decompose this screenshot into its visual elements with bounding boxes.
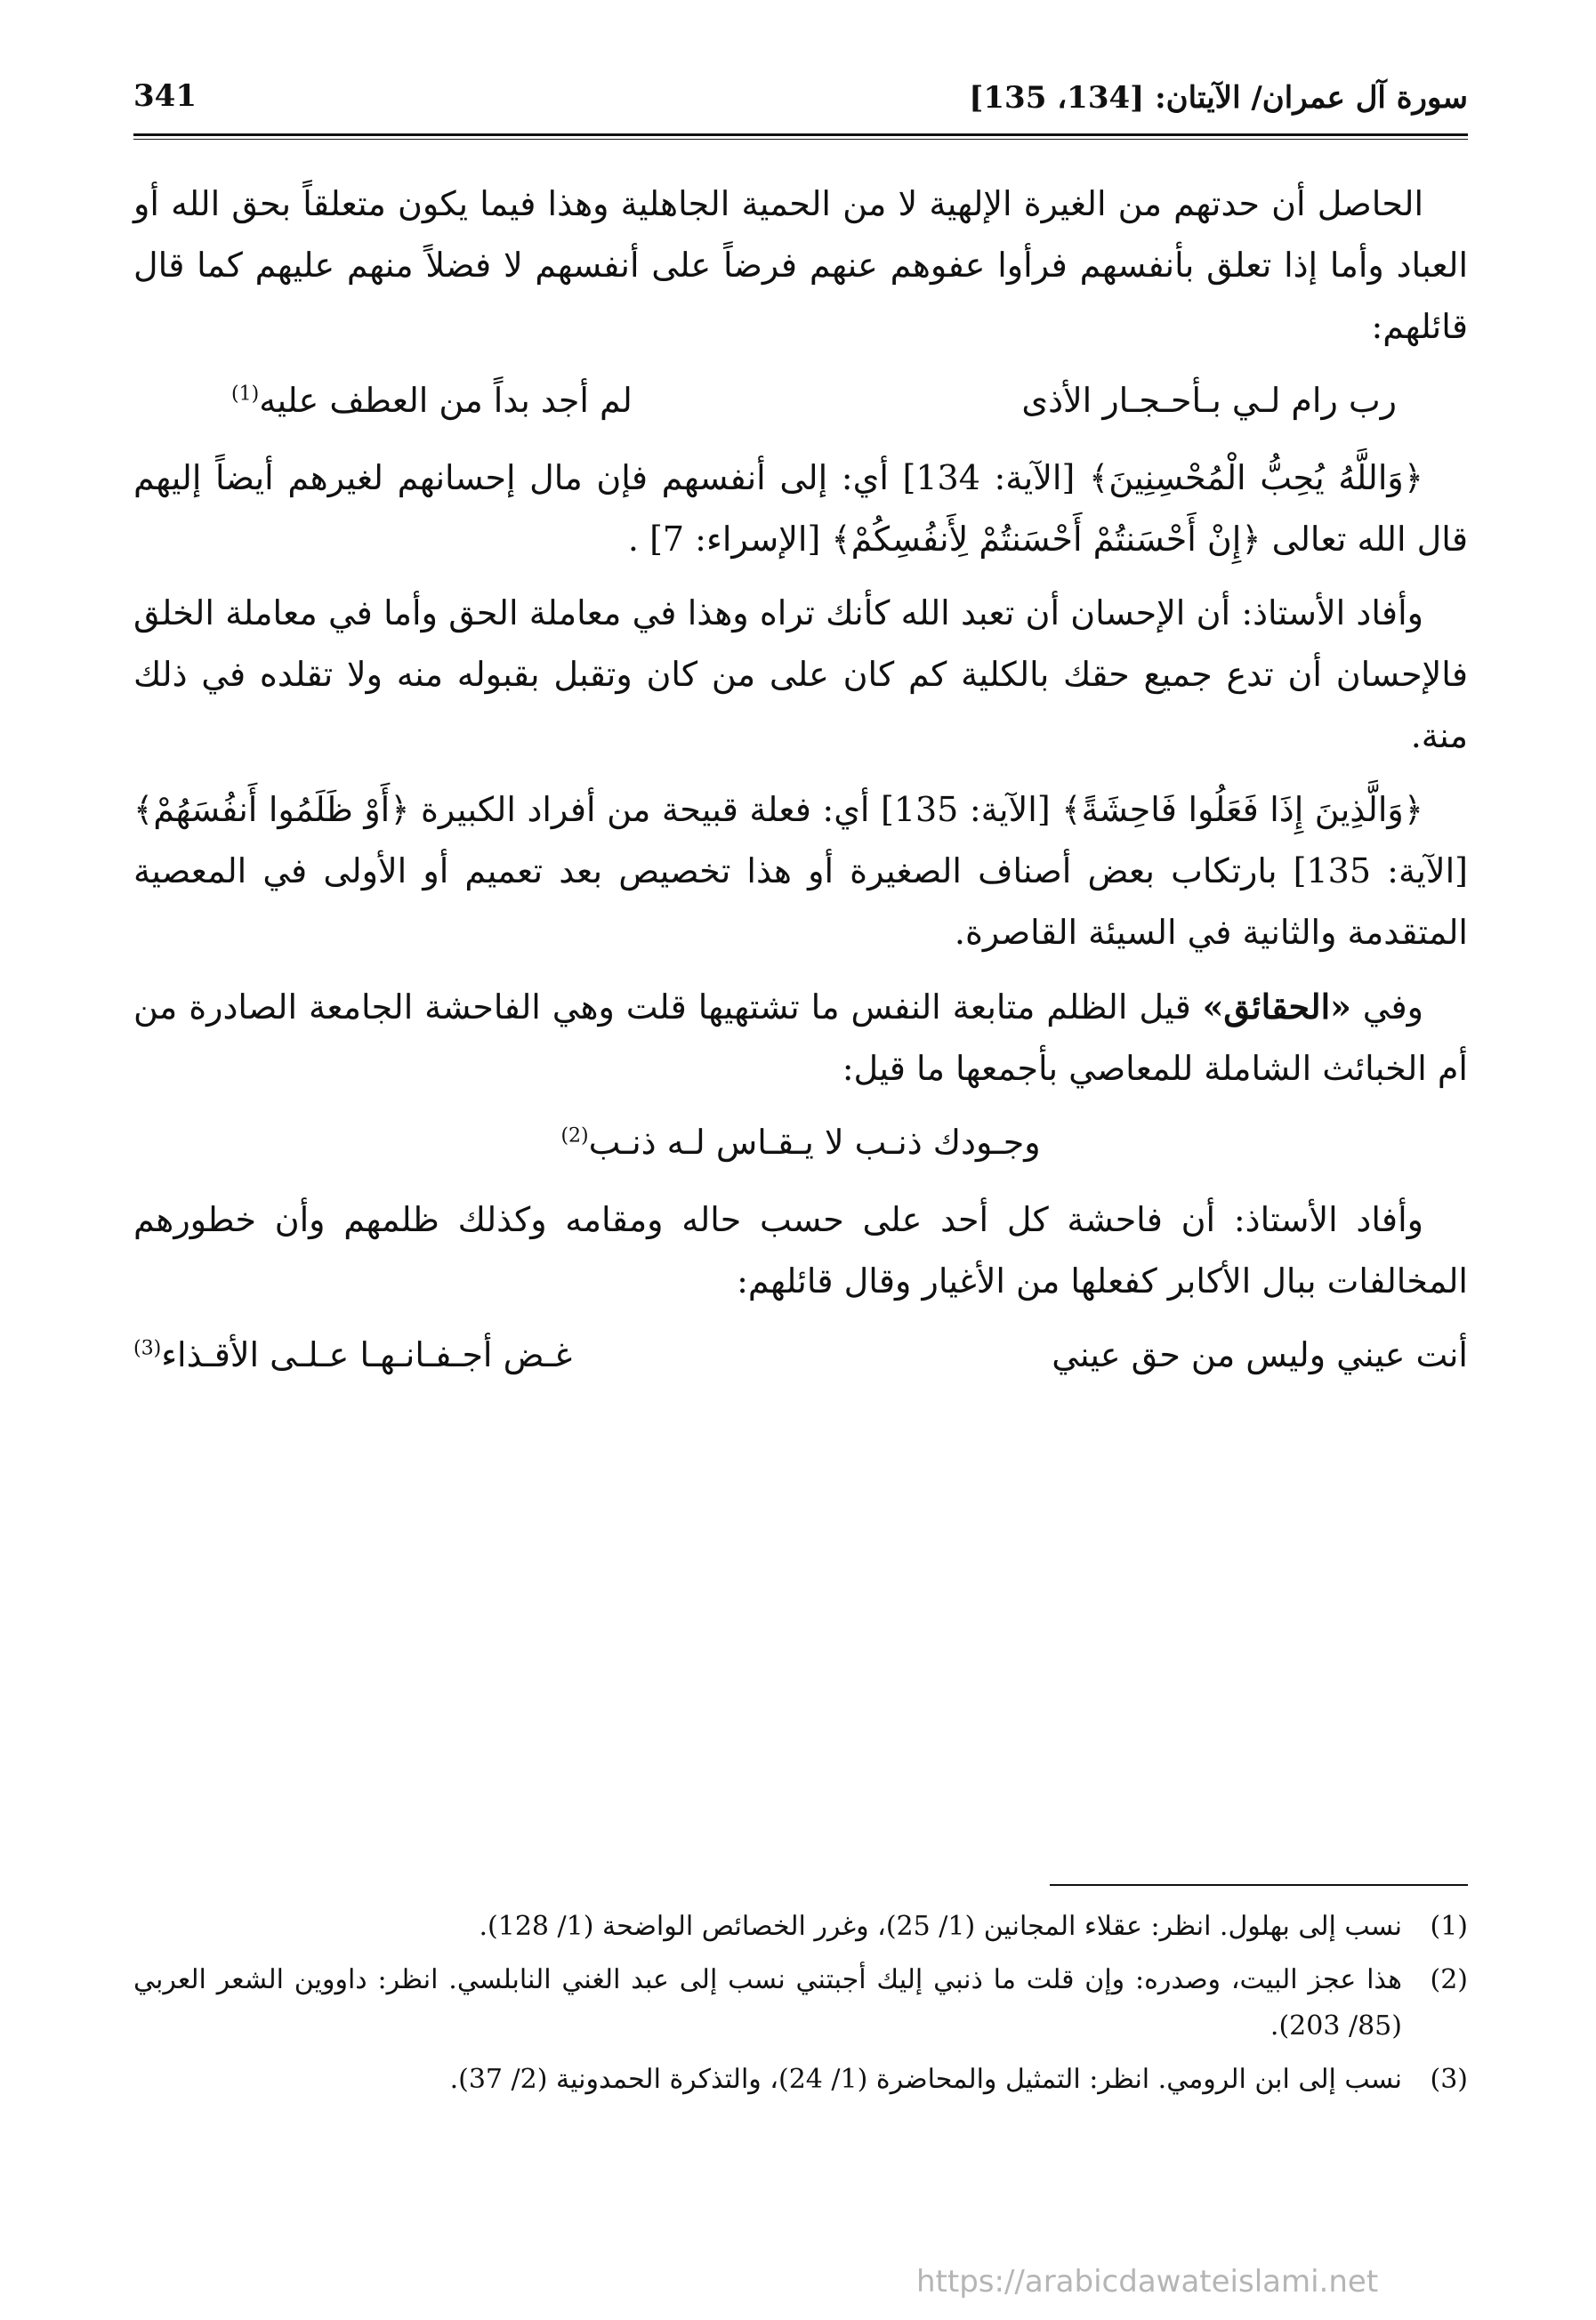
quran-quote-3: ﴿وَالَّذِينَ إِذَا فَعَلُوا فَاحِشَةً﴾ [1061,790,1423,829]
verse-3-first-hemistich: أنت عيني وليس من حق عيني [1052,1335,1468,1374]
running-title: سورة آل عمران/ الآيتان: [134، 135] [969,80,1468,116]
footnote-ref-1[interactable]: (1) [231,383,260,406]
footnote-number: (2) [1430,1964,1468,1995]
poetry-verse-3 [133,1325,1468,1386]
page-header [133,71,1468,142]
quran-quote-4: ﴿أَوْ ظَلَمُوا أَنفُسَهُمْ﴾ [133,790,410,829]
poetry-verse-1 [133,370,1468,431]
footnote-3 [133,2057,1468,2103]
poetry-verse-2 [133,1112,1468,1173]
footnote-number: (1) [1430,1911,1468,1942]
paragraph-6: وأفاد الأستاذ: أن فاحشة كل أحد على حسب حاله ومقامه وكذلك ظلمهم وأن خطورهم المخالفات ببال الأكابر كفعلها من الأغيار وقال قائلهم: [133,1200,1468,1301]
footnote-text: نسب إلى بهلول. انظر: عقلاء المجانين (1/ 25)، وغرر الخصائص الواضحة (1/ 128). [479,1911,1402,1942]
footnote-2 [133,1957,1468,2050]
book-title-haqaiq: «الحقائق» [1202,987,1351,1027]
main-text [133,173,1468,1402]
paragraph-5: وفي «الحقائق» قيل الظلم متابعة النفس ما تشتهيها قلت وهي الفاحشة الجامعة الصادرة من أم الخبائث الشاملة للمعاصي بأجمعها ما قيل: [133,987,1468,1088]
paragraph-2: ﴿وَاللَّهُ يُحِبُّ الْمُحْسِنِينَ﴾ [الآية: 134] أي: إلى أنفسهم فإن مال إحسانهم لغيرهم أيضاً إليهم قال الله تعالى ﴿إِنْ أَحْسَنتُمْ أَحْسَنتُمْ لِأَنفُسِكُمْ﴾ [الإسراء: 7] . [133,458,1468,559]
footnote-1 [133,1904,1468,1950]
footnote-ref-2[interactable]: (2) [560,1124,589,1148]
paragraph-3: وأفاد الأستاذ: أن الإحسان أن تعبد الله كأنك تراه وهذا في معاملة الحق وأما في معاملة الخلق فالإحسان أن تدع جميع حقك بالكلية كم كان على من كان وتقبل بقبوله منه ولا تقلده في ذلك منة. [133,593,1468,755]
page-number: 341 [133,78,197,114]
footnote-ref-3[interactable]: (3) [133,1337,162,1360]
quran-quote-1: ﴿وَاللَّهُ يُحِبُّ الْمُحْسِنِينَ﴾ [1088,458,1424,497]
footnote-text: نسب إلى ابن الرومي. انظر: التمثيل والمحاضرة (1/ 24)، والتذكرة الحمدونية (2/ 37). [449,2064,1402,2095]
footnotes [133,1904,1468,2110]
paragraph-1: الحاصل أن حدتهم من الغيرة الإلهية لا من الحمية الجاهلية وهذا فيما يكون متعلقاً بحق الله أو العباد وأما إذا تعلق بأنفسهم فرأوا عفوهم عنهم فرضاً على أنفسهم لا فضلاً منهم عليهم كما قال قائلهم: [133,184,1468,346]
footnote-text: هذا عجز البيت، وصدره: وإن قلت ما ذنبي إليك أجبتني نسب إلى عبد الغني النابلسي. انظر: داووين الشعر العربي (85/ 203). [133,1964,1402,2042]
verse-2-hemistich: وجـودك ذنـب لا يـقـاس لـه ذنـب$^{(2)}$ [560,1123,1041,1162]
book-page [133,71,1468,2295]
paragraph-4: ﴿وَالَّذِينَ إِذَا فَعَلُوا فَاحِشَةً﴾ [الآية: 135] أي: فعلة قبيحة من أفراد الكبيرة ﴿أَوْ ظَلَمُوا أَنفُسَهُمْ﴾ [الآية: 135] بارتكاب بعض أصناف الصغيرة أو هذا تخصيص بعد تعميم أو الأولى في المعصية المتقدمة والثانية في السيئة القاصرة. [133,790,1468,952]
footnote-separator [1050,1884,1468,1886]
verse-3-second-hemistich: غـض أجـفـانـهـا عـلـى الأقـذاء$^{(3)}$ [133,1335,573,1374]
verse-1-first-hemistich: رب رام لـي بـأحـجـار الأذى [1021,381,1397,420]
watermark-url: https://arabicdawateislami.net [916,2264,1379,2300]
verse-1-second-hemistich: لم أجد بداً من العطف عليه$^{(1)}$ [231,381,633,420]
footnote-number: (3) [1430,2064,1468,2095]
header-rule-thin [133,139,1468,140]
quran-quote-2: ﴿إِنْ أَحْسَنتُمْ أَحْسَنتُمْ لِأَنفُسِكُمْ﴾ [831,520,1261,559]
header-rule-thick [133,133,1468,136]
